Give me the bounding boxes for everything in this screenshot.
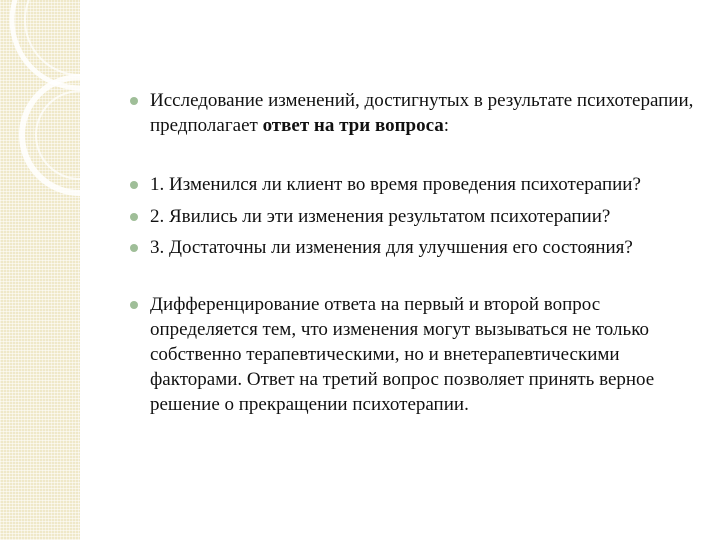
bullet-dot-icon xyxy=(130,181,138,189)
bullet-item-question-1 xyxy=(130,172,710,197)
bullet-dot-icon xyxy=(130,244,138,252)
bullet-item-question-3 xyxy=(130,235,710,260)
bullet-dot-icon xyxy=(130,213,138,221)
bullet-item-intro xyxy=(130,88,710,138)
bullet-text: 1. Изменился ли клиент во время проведения психотерапии? xyxy=(150,174,641,195)
bullet-item-question-2 xyxy=(130,204,710,229)
bullet-text: 3. Достаточны ли изменения для улучшения его состояния? xyxy=(150,237,633,258)
bullet-dot-icon xyxy=(130,97,138,105)
concentric-circles-ornament-icon xyxy=(0,0,80,540)
bullet-text: Дифференцирование ответа на первый и второй вопрос определяется тем, что изменения могут вызываться не только собственно терапевтическими, но и внетерапевтическими факторами. Ответ на третий вопрос позволяет принять верное решение о прекращении психотерапии. xyxy=(150,294,655,415)
bullet-text: Исследование изменений, достигнутых в результате психотерапии, предполагает ответ на три вопроса: xyxy=(150,90,694,136)
bullet-item-explanation xyxy=(130,292,710,417)
decorative-side-strip xyxy=(0,0,80,540)
bullet-dot-icon xyxy=(130,301,138,309)
bullet-text: 2. Явились ли эти изменения результатом психотерапии? xyxy=(150,206,611,227)
